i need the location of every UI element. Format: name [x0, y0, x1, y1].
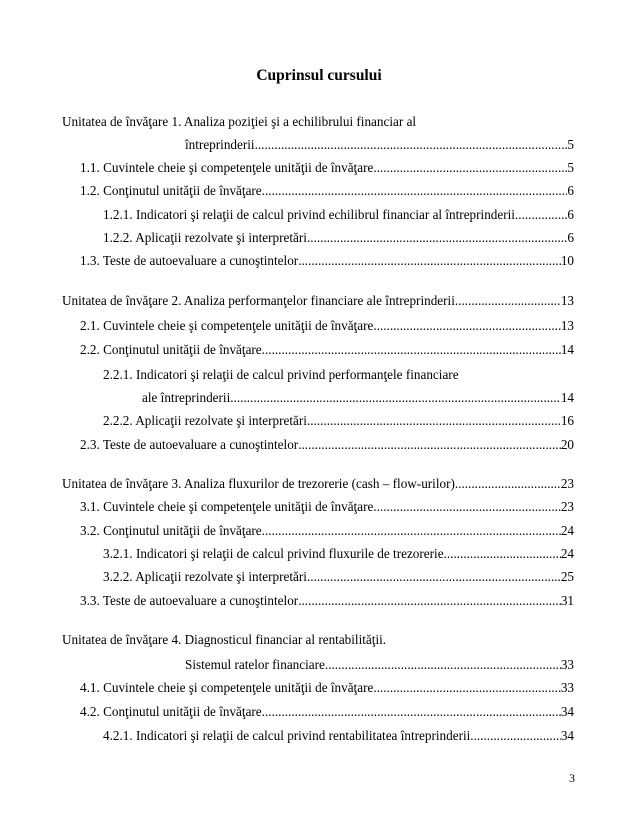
leader-dots — [455, 292, 561, 310]
toc-entry-2-2 — [80, 341, 574, 359]
toc-label: Unitatea de învăţare 3. Analiza fluxurilor de trezorerie (cash – flow-urilor) — [62, 476, 455, 491]
toc-entry-1-2 — [80, 182, 574, 200]
toc-label: ale întreprinderii — [142, 390, 231, 405]
toc-entry-4-1 — [80, 679, 574, 697]
toc-label: Sistemul ratelor financiare — [185, 657, 325, 672]
leader-dots — [325, 656, 561, 674]
toc-label: 4.2.1. Indicatori şi relaţii de calcul privind rentabilitatea întreprinderii — [103, 728, 471, 743]
toc-label: întreprinderii — [185, 137, 255, 152]
toc-entry-3-1 — [80, 498, 574, 516]
leader-dots — [307, 412, 561, 430]
toc-label: 1.1. Cuvintele cheie şi competenţele unităţii de învăţare — [80, 160, 374, 175]
page-title: Cuprinsul cursului — [256, 67, 382, 84]
toc-page: 23 — [560, 476, 574, 491]
toc-page: 14 — [560, 390, 574, 405]
leader-dots — [373, 159, 567, 177]
toc-page: 24 — [560, 546, 574, 561]
toc-entry-3-2-1 — [103, 545, 574, 563]
toc-page: 33 — [560, 680, 574, 695]
leader-dots — [298, 252, 561, 270]
toc-page: 16 — [560, 413, 574, 428]
leader-dots — [515, 206, 567, 224]
toc-entry-2-1 — [80, 317, 574, 335]
toc-entry-1-2-1 — [103, 206, 574, 224]
toc-label: 4.2. Conţinutul unităţii de învăţare — [80, 704, 262, 719]
toc-label: 2.2. Conţinutul unităţii de învăţare — [80, 342, 262, 357]
toc-page: 10 — [560, 253, 574, 268]
page-number: 3 — [569, 771, 575, 785]
toc-page: 5 — [567, 160, 574, 175]
toc-page: 20 — [560, 437, 574, 452]
toc-label: 1.3. Teste de autoevaluare a cunoştintelor — [80, 253, 299, 268]
leader-dots — [298, 592, 561, 610]
leader-dots — [373, 679, 560, 697]
toc-page: 6 — [567, 183, 574, 198]
leader-dots — [262, 522, 561, 540]
toc-page: 6 — [567, 207, 574, 222]
toc-label: Unitatea de învăţare 2. Analiza performanţelor financiare ale întreprinderii — [62, 293, 455, 308]
toc-label: 2.2.2. Aplicaţii rezolvate şi interpretări — [103, 413, 307, 428]
unit-1-heading: Unitatea de învăţare 1. Analiza poziţiei şi a echilibrului financiar al — [62, 114, 417, 129]
toc-entry-3-2 — [80, 522, 574, 540]
toc-entry-2-2-2 — [103, 412, 574, 430]
toc-entry-2-2-1-cont — [142, 389, 574, 407]
leader-dots — [262, 182, 568, 200]
leader-dots — [230, 389, 561, 407]
toc-entry-1-2-2 — [103, 229, 574, 247]
leader-dots — [307, 568, 561, 586]
toc-label: 3.2. Conţinutul unităţii de învăţare — [80, 523, 262, 538]
leader-dots — [470, 727, 561, 745]
leader-dots — [444, 545, 561, 563]
toc-page: 31 — [560, 593, 574, 608]
toc-label: 2.3. Teste de autoevaluare a cunoştintelor — [80, 437, 299, 452]
toc-label: 2.1. Cuvintele cheie şi competenţele unităţii de învăţare — [80, 318, 374, 333]
toc-page: 24 — [560, 523, 574, 538]
unit-1-heading-cont — [185, 136, 574, 154]
toc-page: 13 — [560, 293, 574, 308]
toc-page: 33 — [560, 657, 574, 672]
toc-label: 3.3. Teste de autoevaluare a cunoştintelor — [80, 593, 299, 608]
toc-entry-4-2-1 — [103, 727, 574, 745]
leader-dots — [373, 317, 560, 335]
toc-label: 3.2.1. Indicatori şi relaţii de calcul privind fluxurile de trezorerie — [103, 546, 444, 561]
leader-dots — [455, 475, 561, 493]
leader-dots — [255, 136, 568, 154]
toc-label: 3.2.2. Aplicaţii rezolvate şi interpretări — [103, 569, 307, 584]
toc-entry-4-2 — [80, 703, 574, 721]
leader-dots — [373, 498, 560, 516]
toc-page: 23 — [560, 499, 574, 514]
toc-page: 25 — [560, 569, 574, 584]
toc-page: 14 — [560, 342, 574, 357]
toc-label: 1.2.1. Indicatori şi relaţii de calcul privind echilibrul financiar al întreprinderii — [103, 207, 515, 222]
toc-entry-3-2-2 — [103, 568, 574, 586]
toc-label: 3.1. Cuvintele cheie şi competenţele unităţii de învăţare — [80, 499, 374, 514]
toc-entry-2-2-1: 2.2.1. Indicatori şi relaţii de calcul privind performanţele financiare — [103, 367, 459, 382]
toc-entry-1-3 — [80, 252, 574, 270]
toc-entry-1-1 — [80, 159, 574, 177]
unit-2-heading — [62, 292, 574, 310]
toc-page: 13 — [560, 318, 574, 333]
unit-4-heading-cont — [185, 656, 574, 674]
leader-dots — [262, 341, 561, 359]
unit-4-heading: Unitatea de învăţare 4. Diagnosticul financiar al rentabilităţii. — [62, 632, 387, 647]
unit-3-heading — [62, 475, 574, 493]
toc-label: 1.2. Conţinutul unităţii de învăţare — [80, 183, 262, 198]
toc-page: 6 — [567, 230, 574, 245]
toc-entry-3-3 — [80, 592, 574, 610]
toc-entry-2-3 — [80, 436, 574, 454]
leader-dots — [307, 229, 567, 247]
leader-dots — [262, 703, 561, 721]
toc-label: 1.2.2. Aplicaţii rezolvate şi interpretări — [103, 230, 307, 245]
toc-page: 34 — [560, 728, 574, 743]
toc-page: 34 — [560, 704, 574, 719]
toc-label: 4.1. Cuvintele cheie şi competenţele unităţii de învăţare — [80, 680, 374, 695]
leader-dots — [298, 436, 561, 454]
toc-page: 5 — [567, 137, 574, 152]
